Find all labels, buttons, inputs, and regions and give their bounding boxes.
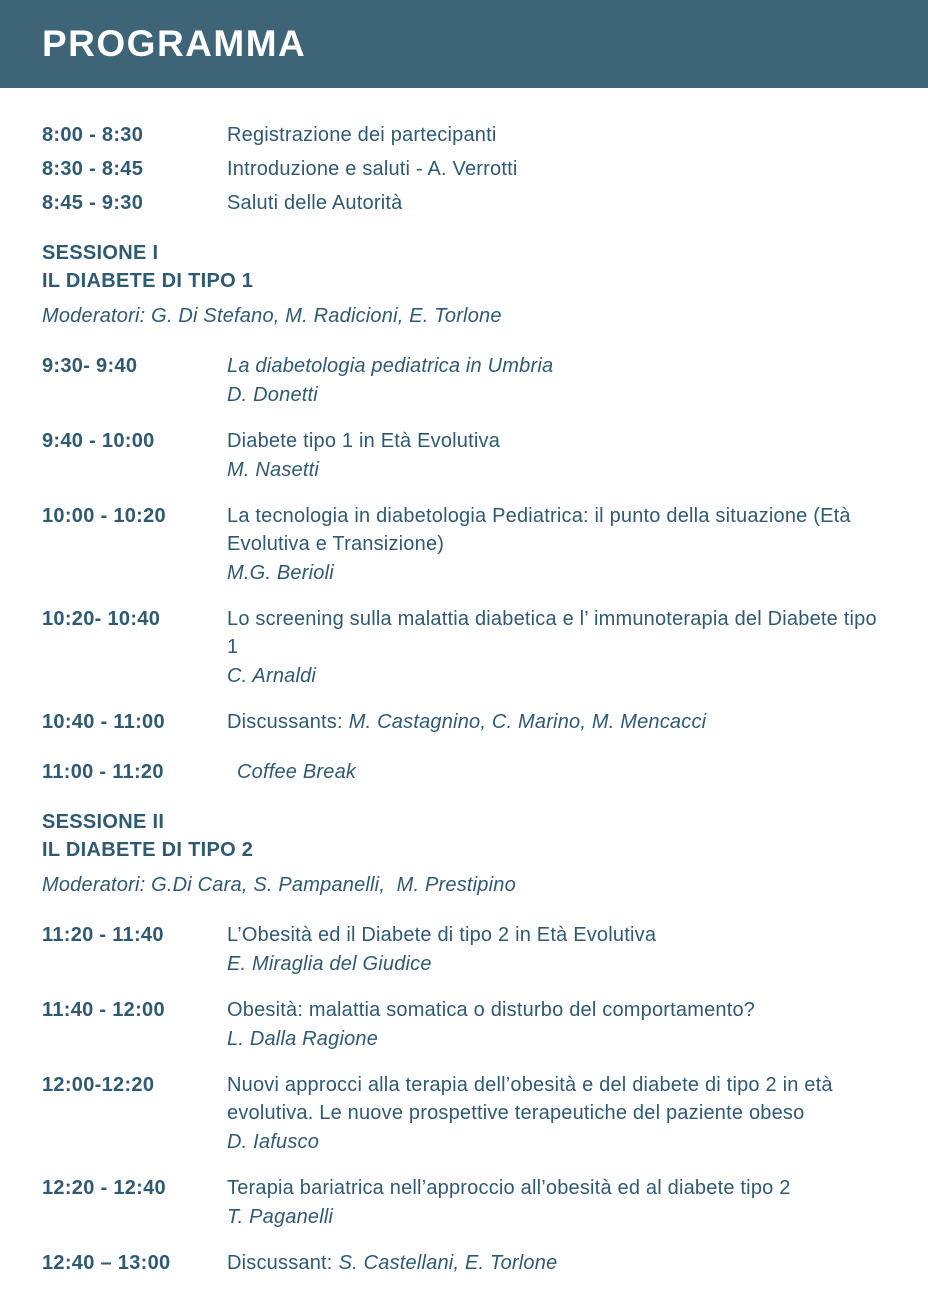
talk-title: Nuovi approcci alla terapia dell’obesità e del diabete di tipo 2 in età evolutiva. Le nuove prospettive terapeutiche del paziente obeso [227,1074,833,1124]
schedule-row [42,1071,886,1156]
header-banner [0,0,928,88]
speaker-name: E. Miraglia del Giudice [227,953,432,975]
page-title: PROGRAMMA [42,23,307,64]
schedule-row [42,502,886,587]
schedule-row [42,155,886,183]
time-label: 11:40 - 12:00 [42,999,165,1021]
time-label: 8:00 - 8:30 [42,124,144,146]
schedule-row [42,1249,886,1277]
schedule-row [42,189,886,217]
speaker-name: L. Dalla Ragione [227,1028,379,1050]
schedule-row [42,427,886,484]
schedule-row [42,121,886,149]
speaker-name: M.G. Berioli [227,562,334,584]
talk-title: Lo screening sulla malattia diabetica e l’ immunoterapia del Diabete tipo 1 [227,608,877,658]
time-label: 11:20 - 11:40 [42,924,164,946]
schedule [0,88,928,1307]
time-label: 8:30 - 8:45 [42,158,144,180]
event-title: Registrazione dei partecipanti [227,124,497,146]
talk-title: Terapia bariatrica nell’approccio all’obesità ed al diabete tipo 2 [227,1177,791,1199]
speaker-name: D. Donetti [227,384,318,406]
break-title: Coffee Break [237,761,357,783]
speaker-name: D. Iafusco [227,1131,320,1153]
talk-title: La tecnologia in diabetologia Pediatrica: il punto della situazione (Età Evolutiva e Transizione) [227,505,851,555]
event-title: Saluti delle Autorità [227,192,403,214]
time-label: 10:00 - 10:20 [42,505,166,527]
speaker-name: M. Nasetti [227,459,320,481]
time-label: 12:40 – 13:00 [42,1252,171,1274]
time-label: 8:45 - 9:30 [42,192,144,214]
discussants-names: M. Castagnino, C. Marino, M. Mencacci [348,711,707,733]
discussants-label: Discussant: [227,1252,333,1274]
time-label: 9:40 - 10:00 [42,430,155,452]
time-label: 10:20- 10:40 [42,608,161,630]
schedule-row [42,758,886,786]
session-header [42,239,886,295]
event-title: Introduzione e saluti - A. Verrotti [227,158,518,180]
time-label: 11:00 - 11:20 [42,761,164,783]
talk-title: Obesità: malattia somatica o disturbo del comportamento? [227,999,756,1021]
session-topic: IL DIABETE DI TIPO 2 [42,839,254,861]
schedule-row [42,708,886,736]
schedule-row [42,605,886,690]
schedule-row [42,1174,886,1231]
speaker-name: C. Arnaldi [227,665,317,687]
session-name: SESSIONE I [42,242,159,264]
time-label: 12:00-12:20 [42,1074,155,1096]
talk-title: La diabetologia pediatrica in Umbria [227,355,554,377]
speaker-name: T. Paganelli [227,1206,334,1228]
moderators-line: Moderatori: G. Di Stefano, M. Radicioni, E. Torlone [42,305,502,327]
talk-title: L’Obesità ed il Diabete di tipo 2 in Età Evolutiva [227,924,657,946]
discussants-label: Discussants: [227,711,343,733]
discussants-names: S. Castellani, E. Torlone [338,1252,558,1274]
moderators-line: Moderatori: G.Di Cara, S. Pampanelli, M. Prestipino [42,874,516,896]
schedule-row [42,352,886,409]
time-label: 10:40 - 11:00 [42,711,165,733]
schedule-row [42,996,886,1053]
session-topic: IL DIABETE DI TIPO 1 [42,270,254,292]
talk-title: Diabete tipo 1 in Età Evolutiva [227,430,501,452]
schedule-row [42,921,886,978]
time-label: 12:20 - 12:40 [42,1177,166,1199]
time-label: 9:30- 9:40 [42,355,138,377]
session-name: SESSIONE II [42,811,165,833]
session-header [42,808,886,864]
